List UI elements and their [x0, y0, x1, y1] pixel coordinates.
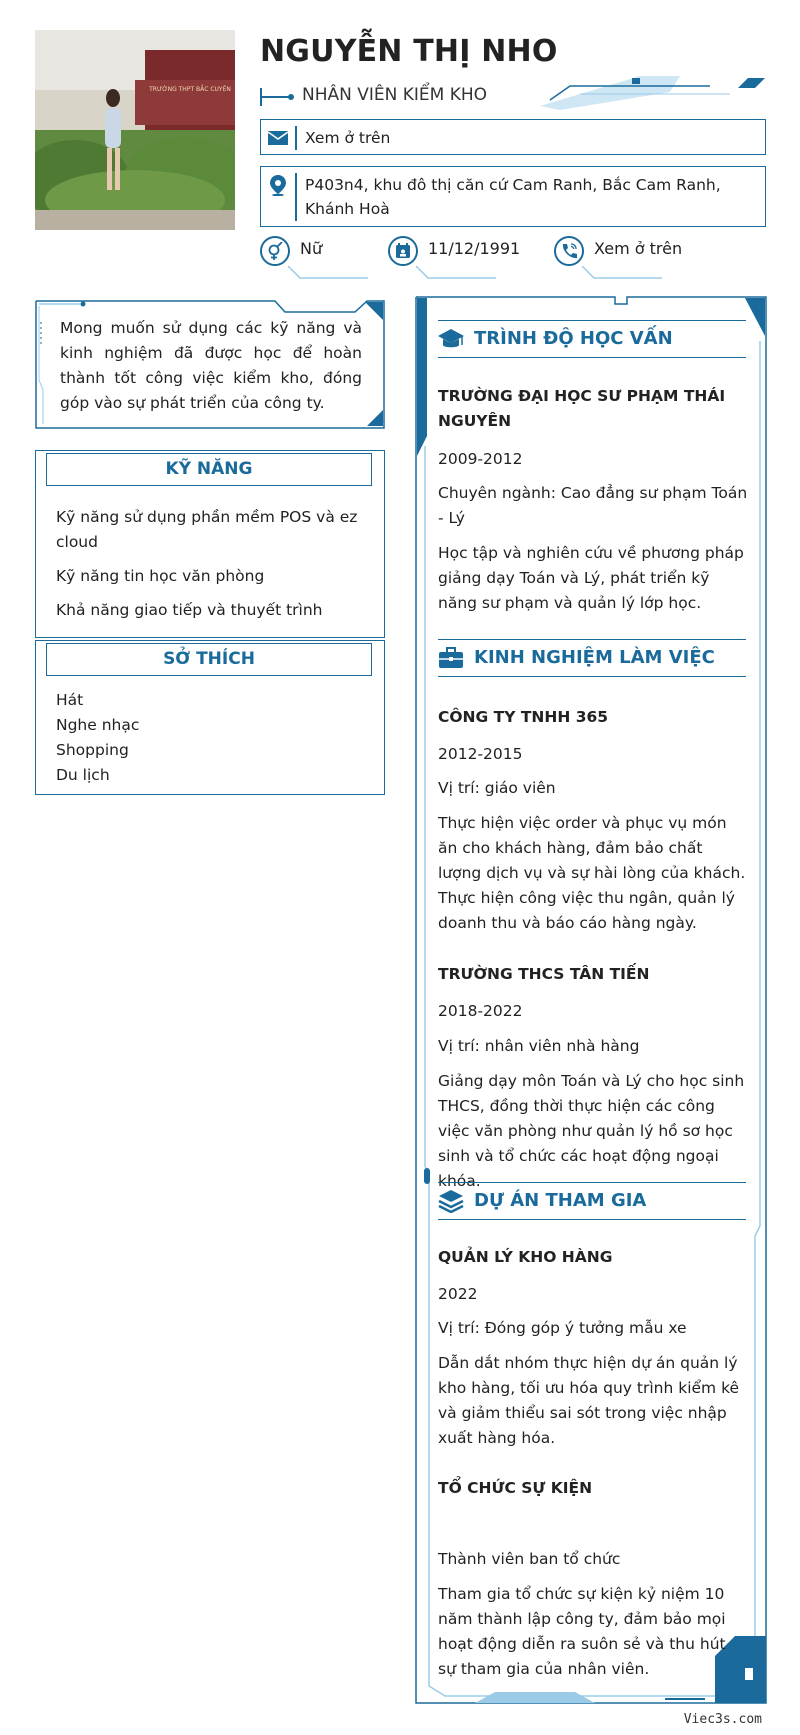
- birthday-value: 11/12/1991: [428, 239, 521, 258]
- experience-company: TRƯỜNG THCS TÂN TIẾN: [438, 965, 650, 983]
- experience-company: CÔNG TY TNHH 365: [438, 708, 609, 726]
- education-major: Chuyên ngành: Cao đẳng sư phạm Toán - Lý: [438, 484, 748, 527]
- objective-text: Mong muốn sử dụng các kỹ năng và kinh nghiệm đã được học để hoàn thành tốt công việc kiểm kho, đóng góp vào sự phát triển của công ty.: [60, 319, 362, 412]
- experience-position: Vị trí: nhân viên nhà hàng: [438, 1037, 640, 1055]
- hobbies-list: [56, 688, 366, 788]
- experience-period: 2018-2022: [438, 1002, 523, 1020]
- skill-item: Kỹ năng tin học văn phòng: [56, 567, 265, 585]
- project-description: Dẫn dắt nhóm thực hiện dự án quản lý kho hàng, tối ưu hóa quy trình kiểm kê và giảm thiểu sai sót trong việc nhập xuất hàng hóa.: [438, 1354, 740, 1447]
- education-period: 2009-2012: [438, 450, 523, 468]
- hobbies-heading: SỞ THÍCH: [46, 643, 372, 676]
- job-title: NHÂN VIÊN KIỂM KHO: [302, 85, 488, 105]
- envelope-icon: [267, 127, 289, 149]
- email-field: [260, 119, 766, 155]
- gender-icon: [266, 242, 284, 260]
- hobby-item: Nghe nhạc: [56, 716, 140, 734]
- location-pin-icon: [267, 174, 289, 196]
- phone-field: [554, 236, 694, 276]
- project-name: QUẢN LÝ KHO HÀNG: [438, 1248, 613, 1266]
- experience-description: Thực hiện việc order và phục vụ món ăn cho khách hàng, đảm bảo chất lượng dịch vụ và sự hài lòng của khách. Thực hiện công việc thu ngân, quản lý doanh thu và báo cáo hàng ngày.: [438, 814, 746, 932]
- header-decoration: [540, 74, 770, 114]
- footer-watermark: Viec3s.com: [683, 1712, 762, 1727]
- skills-section: [35, 450, 385, 638]
- candidate-name: NGUYỄN THỊ NHO: [260, 34, 558, 69]
- hobby-item: Hát: [56, 691, 84, 709]
- education-description: Học tập và nghiên cứu về phương pháp giảng dạy Toán và Lý, phát triển kỹ năng sư phạm và quản lý lớp học.: [438, 544, 744, 612]
- profile-photo: [35, 30, 235, 230]
- address-value: P403n4, khu đô thị căn cứ Cam Ranh, Bắc Cam Ranh, Khánh Hoà: [305, 176, 721, 218]
- photo-sign-text: TRƯỜNG THPT BẮC CUYÊN: [149, 86, 231, 93]
- phone-value: Xem ở trên: [594, 239, 683, 258]
- gender-field: [260, 236, 370, 276]
- career-objective: [35, 300, 385, 429]
- education-heading: [438, 320, 746, 358]
- experience-heading: [438, 639, 746, 677]
- birthday-field: [388, 236, 528, 276]
- graduation-cap-icon: [438, 327, 464, 351]
- layers-icon: [438, 1189, 464, 1213]
- email-value: Xem ở trên: [305, 129, 391, 147]
- project-period: 2022: [438, 1285, 478, 1303]
- phone-icon: [560, 242, 578, 260]
- project-role: Vị trí: Đóng góp ý tưởng mẫu xe: [438, 1319, 687, 1337]
- hobbies-section: [35, 640, 385, 795]
- projects-heading: [438, 1182, 746, 1220]
- experience-period: 2012-2015: [438, 745, 523, 763]
- education-school: TRƯỜNG ĐẠI HỌC SƯ PHẠM THÁI NGUYÊN: [438, 387, 726, 430]
- address-field: [260, 166, 766, 227]
- project-name: TỔ CHỨC SỰ KIỆN: [438, 1479, 593, 1497]
- experience-description: Giảng dạy môn Toán và Lý cho học sinh THCS, đồng thời thực hiện các công việc văn phòng như quản lý hồ sơ học sinh và tổ chức các hoạt động ngoại khóa.: [438, 1072, 745, 1190]
- skills-list: [56, 505, 366, 632]
- projects-heading-label: DỰ ÁN THAM GIA: [474, 1190, 647, 1211]
- project-role: Thành viên ban tổ chức: [438, 1550, 621, 1568]
- skill-item: Khả năng giao tiếp và thuyết trình: [56, 601, 323, 619]
- experience-position: Vị trí: giáo viên: [438, 779, 556, 797]
- briefcase-icon: [438, 646, 464, 670]
- education-heading-label: TRÌNH ĐỘ HỌC VẤN: [474, 328, 673, 349]
- project-description: Tham gia tổ chức sự kiện kỷ niệm 10 năm thành lập công ty, đảm bảo mọi hoạt động diễn ra suôn sẻ và thu hút sự tham gia của nhân viên.: [438, 1585, 726, 1678]
- skill-item: Kỹ năng sử dụng phần mềm POS và ez cloud: [56, 508, 358, 551]
- experience-heading-label: KINH NGHIỆM LÀM VIỆC: [474, 647, 715, 668]
- skills-heading: KỸ NĂNG: [46, 453, 372, 486]
- gender-value: Nữ: [300, 239, 323, 258]
- hobby-item: Du lịch: [56, 766, 110, 784]
- calendar-icon: [394, 242, 412, 260]
- hobby-item: Shopping: [56, 741, 129, 759]
